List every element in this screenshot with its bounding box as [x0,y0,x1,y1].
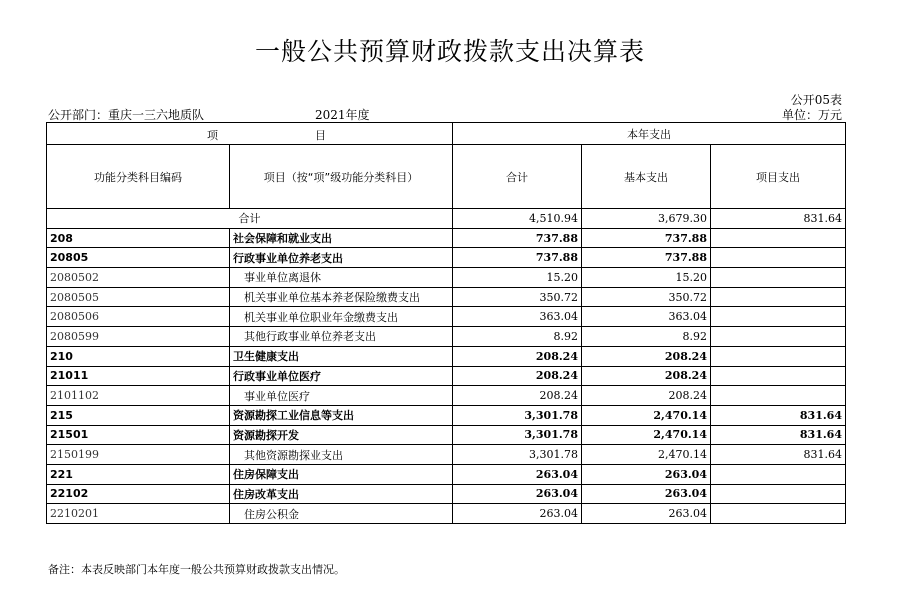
row-name: 住房改革支出 [230,484,453,504]
row-name: 资源勘探开发 [230,425,453,445]
row-name: 机关事业单位职业年金缴费支出 [230,307,453,327]
row-project: 831.64 [711,445,846,465]
table-row [47,268,846,288]
row-total: 15.20 [453,268,582,288]
row-code: 221 [47,464,230,484]
expenditure-table [46,122,846,524]
row-project: 831.64 [711,425,846,445]
row-total: 737.88 [453,228,582,248]
row-code: 21011 [47,366,230,386]
row-project [711,228,846,248]
table-row [47,327,846,347]
row-total: 263.04 [453,464,582,484]
row-name: 住房保障支出 [230,464,453,484]
row-name: 其他行政事业单位养老支出 [230,327,453,347]
header-row-2 [47,145,846,209]
row-basic: 208.24 [582,346,711,366]
row-name: 卫生健康支出 [230,346,453,366]
row-basic: 15.20 [582,268,711,288]
row-total: 3,301.78 [453,405,582,425]
row-name: 事业单位医疗 [230,386,453,406]
total-label: 合计 [47,209,453,229]
header-item-part2: 目 [315,129,326,142]
row-project [711,307,846,327]
row-project [711,366,846,386]
row-code: 21501 [47,425,230,445]
row-code: 208 [47,228,230,248]
total-amount: 4,510.94 [453,209,582,229]
row-project [711,327,846,347]
table-row [47,346,846,366]
form-number: 公开05表 [790,93,842,107]
row-name: 行政事业单位养老支出 [230,248,453,268]
row-total: 3,301.78 [453,445,582,465]
row-code: 2150199 [47,445,230,465]
row-code: 2210201 [47,504,230,524]
row-basic: 8.92 [582,327,711,347]
row-basic: 208.24 [582,366,711,386]
header-current-year: 本年支出 [453,123,846,145]
header-name: 项目（按“项”级功能分类科目） [230,145,453,209]
row-basic: 737.88 [582,228,711,248]
row-basic: 2,470.14 [582,405,711,425]
header-code: 功能分类科目编码 [47,145,230,209]
row-code: 20805 [47,248,230,268]
row-project: 831.64 [711,405,846,425]
row-project [711,484,846,504]
header-item-part1: 项 [207,129,218,142]
row-total: 363.04 [453,307,582,327]
page-title: 一般公共预算财政拨款支出决算表 [254,37,645,66]
row-name: 行政事业单位医疗 [230,366,453,386]
table-row [47,228,846,248]
row-total: 263.04 [453,484,582,504]
row-code: 2080599 [47,327,230,347]
table-row [47,445,846,465]
table-row [47,425,846,445]
row-total: 263.04 [453,504,582,524]
row-name: 事业单位离退休 [230,268,453,288]
total-basic: 3,679.30 [582,209,711,229]
row-project [711,346,846,366]
header-row-1 [47,123,846,145]
table-row [47,366,846,386]
row-total: 208.24 [453,386,582,406]
row-basic: 350.72 [582,287,711,307]
row-basic: 208.24 [582,386,711,406]
row-basic: 2,470.14 [582,445,711,465]
row-basic: 263.04 [582,464,711,484]
row-total: 208.24 [453,366,582,386]
table-row [47,484,846,504]
header-basic: 基本支出 [582,145,711,209]
row-total: 208.24 [453,346,582,366]
fiscal-year: 2021年度 [315,108,370,122]
table-row [47,307,846,327]
row-code: 210 [47,346,230,366]
header-total: 合计 [453,145,582,209]
table-row [47,504,846,524]
unit-label: 单位：万元 [781,108,842,122]
row-total: 350.72 [453,287,582,307]
row-code: 22102 [47,484,230,504]
row-total: 3,301.78 [453,425,582,445]
row-code: 2080502 [47,268,230,288]
row-name: 其他资源勘探业支出 [230,445,453,465]
row-total: 8.92 [453,327,582,347]
row-code: 2080505 [47,287,230,307]
row-project [711,268,846,288]
row-basic: 263.04 [582,484,711,504]
footnote: 备注：本表反映部门本年度一般公共预算财政拨款支出情况。 [48,563,345,576]
row-basic: 2,470.14 [582,425,711,445]
total-row [47,209,846,229]
row-code: 2080506 [47,307,230,327]
header-project: 项目支出 [711,145,846,209]
department-label: 公开部门：重庆一三六地质队 [48,108,205,122]
row-name: 资源勘探工业信息等支出 [230,405,453,425]
table-row [47,248,846,268]
table-row [47,287,846,307]
row-name: 社会保障和就业支出 [230,228,453,248]
row-name: 机关事业单位基本养老保险缴费支出 [230,287,453,307]
table-row [47,386,846,406]
total-project: 831.64 [711,209,846,229]
row-project [711,464,846,484]
table-row [47,405,846,425]
table-row [47,464,846,484]
row-project [711,248,846,268]
row-basic: 363.04 [582,307,711,327]
row-total: 737.88 [453,248,582,268]
row-project [711,386,846,406]
row-code: 2101102 [47,386,230,406]
header-item-cell [47,123,453,145]
row-name: 住房公积金 [230,504,453,524]
row-code: 215 [47,405,230,425]
row-project [711,504,846,524]
row-project [711,287,846,307]
row-basic: 737.88 [582,248,711,268]
row-basic: 263.04 [582,504,711,524]
